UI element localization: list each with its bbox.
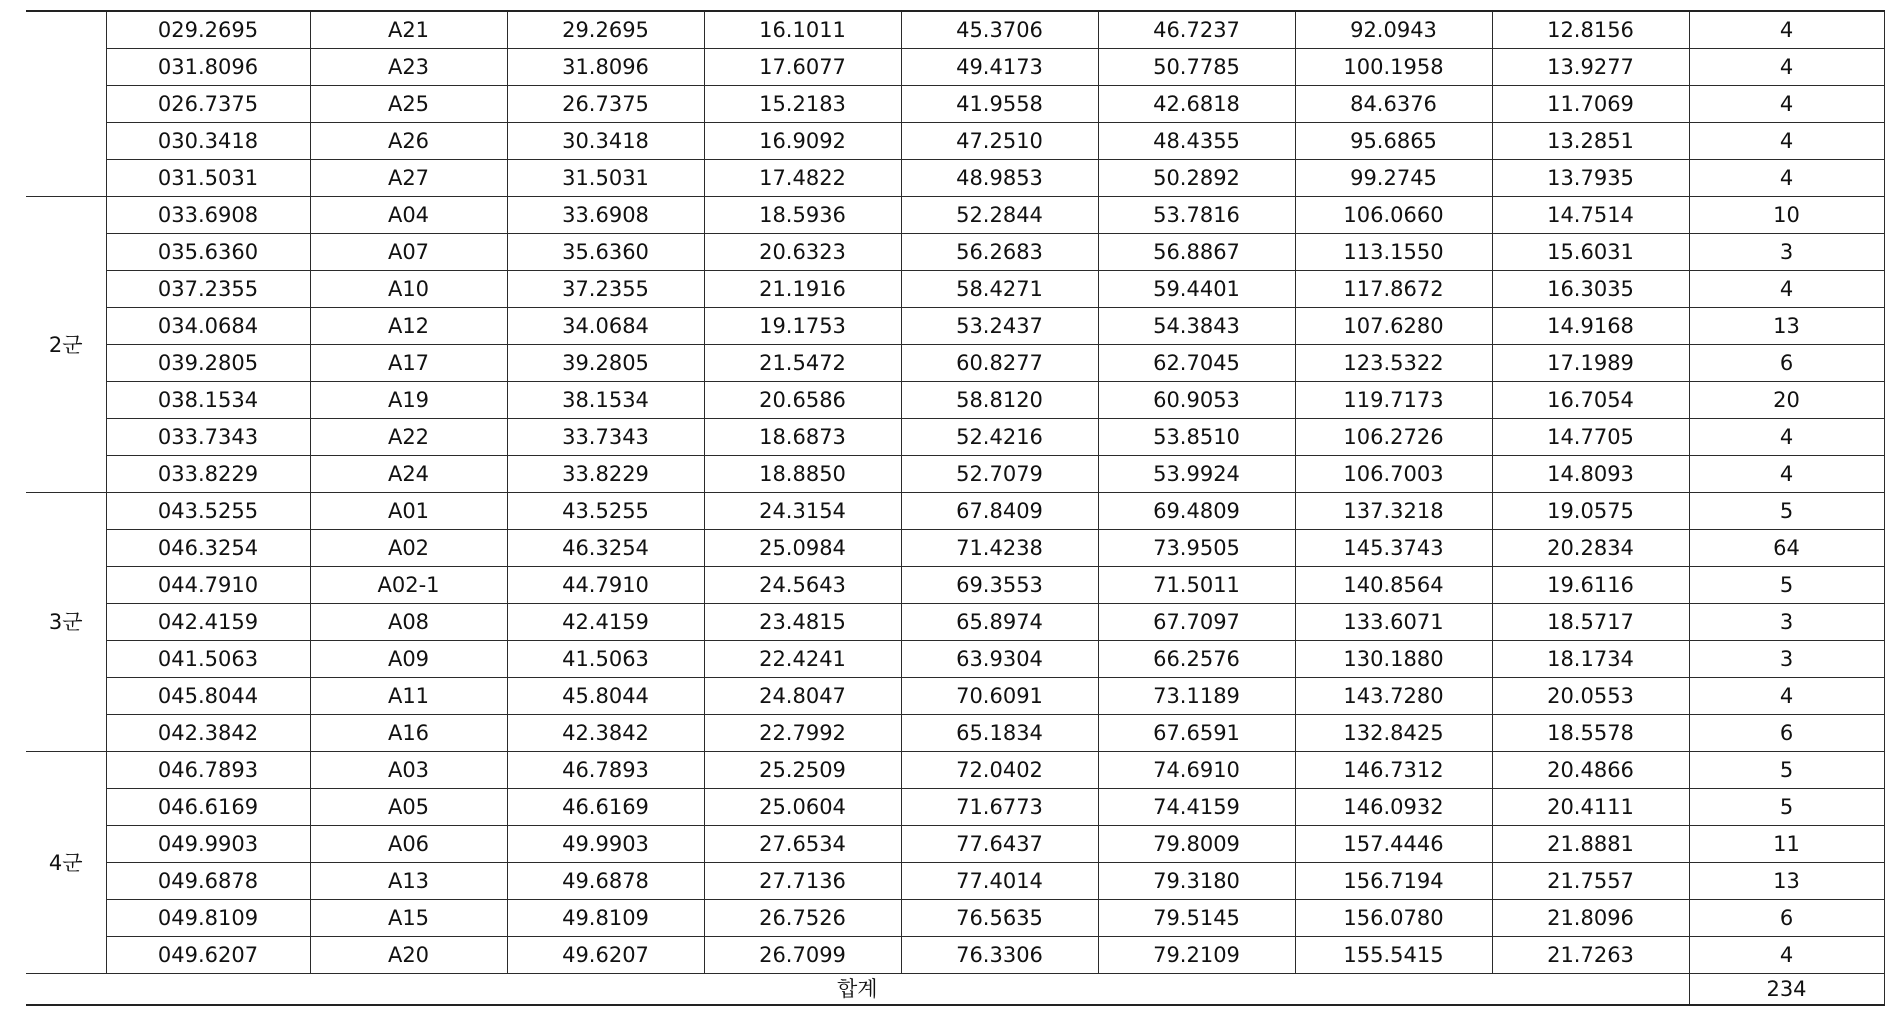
table-cell: 25.0984 [704, 530, 901, 567]
total-row [26, 974, 1884, 1006]
table-cell: 038.1534 [106, 382, 310, 419]
table-cell: 37.2355 [507, 271, 704, 308]
table-row [26, 678, 1884, 715]
table-cell: 65.8974 [901, 604, 1098, 641]
table-cell: 26.7375 [507, 86, 704, 123]
table-cell: 20.2834 [1492, 530, 1689, 567]
table-cell: 16.9092 [704, 123, 901, 160]
table-cell: 146.0932 [1295, 789, 1492, 826]
table-cell: 48.4355 [1098, 123, 1295, 160]
table-cell: 19.6116 [1492, 567, 1689, 604]
table-row [26, 715, 1884, 752]
table-cell: 25.2509 [704, 752, 901, 789]
table-cell: 60.9053 [1098, 382, 1295, 419]
table-cell: 44.7910 [507, 567, 704, 604]
table-cell: 22.7992 [704, 715, 901, 752]
table-cell: 046.7893 [106, 752, 310, 789]
table-cell: 53.8510 [1098, 419, 1295, 456]
table-cell: 18.8850 [704, 456, 901, 493]
table-row [26, 271, 1884, 308]
table-cell: 50.2892 [1098, 160, 1295, 197]
table-cell: 46.7893 [507, 752, 704, 789]
table-cell: 71.4238 [901, 530, 1098, 567]
total-value: 234 [1689, 974, 1884, 1006]
table-cell: 41.9558 [901, 86, 1098, 123]
table-cell: A09 [310, 641, 507, 678]
table-cell: 49.6878 [507, 863, 704, 900]
table-row [26, 234, 1884, 271]
table-row [26, 937, 1884, 974]
table-cell: 25.0604 [704, 789, 901, 826]
table-cell: 56.8867 [1098, 234, 1295, 271]
table-cell: 16.7054 [1492, 382, 1689, 419]
table-cell: 4 [1689, 937, 1884, 974]
table-cell: 67.8409 [901, 493, 1098, 530]
table-cell: A25 [310, 86, 507, 123]
table-cell: 4 [1689, 678, 1884, 715]
table-cell: 13.2851 [1492, 123, 1689, 160]
table-cell: 64 [1689, 530, 1884, 567]
table-cell: 19.1753 [704, 308, 901, 345]
table-cell: A13 [310, 863, 507, 900]
table-cell: 19.0575 [1492, 493, 1689, 530]
table-cell: 033.6908 [106, 197, 310, 234]
table-cell: 42.3842 [507, 715, 704, 752]
table-cell: A06 [310, 826, 507, 863]
table-cell: 20.4111 [1492, 789, 1689, 826]
table-cell: 27.6534 [704, 826, 901, 863]
table-cell: 59.4401 [1098, 271, 1295, 308]
table-cell: 79.5145 [1098, 900, 1295, 937]
table-cell: 74.6910 [1098, 752, 1295, 789]
table-cell: 100.1958 [1295, 49, 1492, 86]
table-row [26, 49, 1884, 86]
table-cell: 71.5011 [1098, 567, 1295, 604]
table-cell: 43.5255 [507, 493, 704, 530]
table-cell: 035.6360 [106, 234, 310, 271]
table-cell: 22.4241 [704, 641, 901, 678]
table-cell: 52.4216 [901, 419, 1098, 456]
table-cell: 044.7910 [106, 567, 310, 604]
table-cell: 123.5322 [1295, 345, 1492, 382]
table-cell: 47.2510 [901, 123, 1098, 160]
table-cell: A12 [310, 308, 507, 345]
table-cell: 53.2437 [901, 308, 1098, 345]
table-cell: 14.8093 [1492, 456, 1689, 493]
table-row [26, 604, 1884, 641]
table-cell: 5 [1689, 567, 1884, 604]
table-cell: 107.6280 [1295, 308, 1492, 345]
table-cell: 53.7816 [1098, 197, 1295, 234]
table-cell: 12.8156 [1492, 11, 1689, 49]
table-cell: 67.6591 [1098, 715, 1295, 752]
table-cell: 67.7097 [1098, 604, 1295, 641]
table-cell: 13.9277 [1492, 49, 1689, 86]
table-cell: 049.9903 [106, 826, 310, 863]
table-cell: 24.8047 [704, 678, 901, 715]
table-cell: 113.1550 [1295, 234, 1492, 271]
table-cell: 5 [1689, 789, 1884, 826]
table-cell: 18.5578 [1492, 715, 1689, 752]
table-cell: 106.0660 [1295, 197, 1492, 234]
group-label-cell [26, 11, 106, 197]
table-row [26, 641, 1884, 678]
table-row [26, 567, 1884, 604]
table-cell: 77.6437 [901, 826, 1098, 863]
table-cell: 74.4159 [1098, 789, 1295, 826]
group-label-cell: 3군 [26, 493, 106, 752]
table-cell: 157.4446 [1295, 826, 1492, 863]
table-cell: 31.8096 [507, 49, 704, 86]
table-cell: 49.8109 [507, 900, 704, 937]
table-cell: 039.2805 [106, 345, 310, 382]
table-cell: 84.6376 [1295, 86, 1492, 123]
table-cell: 45.3706 [901, 11, 1098, 49]
table-cell: 39.2805 [507, 345, 704, 382]
table-cell: A08 [310, 604, 507, 641]
table-cell: 26.7099 [704, 937, 901, 974]
table-cell: 54.3843 [1098, 308, 1295, 345]
table-cell: 14.7705 [1492, 419, 1689, 456]
table-cell: 18.1734 [1492, 641, 1689, 678]
total-label: 합계 [26, 974, 1689, 1006]
table-cell: A01 [310, 493, 507, 530]
table-row [26, 826, 1884, 863]
table-cell: 031.5031 [106, 160, 310, 197]
table-cell: 119.7173 [1295, 382, 1492, 419]
table-cell: 137.3218 [1295, 493, 1492, 530]
table-cell: 17.1989 [1492, 345, 1689, 382]
table-cell: 046.3254 [106, 530, 310, 567]
table-cell: 106.2726 [1295, 419, 1492, 456]
table-cell: 13 [1689, 863, 1884, 900]
table-cell: 58.8120 [901, 382, 1098, 419]
table-cell: 76.3306 [901, 937, 1098, 974]
table-cell: 16.1011 [704, 11, 901, 49]
table-cell: 69.4809 [1098, 493, 1295, 530]
table-cell: 33.7343 [507, 419, 704, 456]
table-row [26, 863, 1884, 900]
table-cell: 58.4271 [901, 271, 1098, 308]
data-table [26, 10, 1885, 1006]
table-row [26, 456, 1884, 493]
table-cell: 76.5635 [901, 900, 1098, 937]
table-cell: 24.5643 [704, 567, 901, 604]
table-row [26, 123, 1884, 160]
table-cell: 23.4815 [704, 604, 901, 641]
table-cell: 31.5031 [507, 160, 704, 197]
table-cell: 92.0943 [1295, 11, 1492, 49]
table-cell: 79.8009 [1098, 826, 1295, 863]
table-row [26, 382, 1884, 419]
table-cell: 79.3180 [1098, 863, 1295, 900]
table-cell: 49.6207 [507, 937, 704, 974]
table-cell: 3 [1689, 234, 1884, 271]
table-cell: 11.7069 [1492, 86, 1689, 123]
table-cell: 66.2576 [1098, 641, 1295, 678]
table-cell: 17.6077 [704, 49, 901, 86]
table-cell: 21.1916 [704, 271, 901, 308]
table-cell: 6 [1689, 900, 1884, 937]
table-cell: 79.2109 [1098, 937, 1295, 974]
table-cell: 145.3743 [1295, 530, 1492, 567]
table-cell: 4 [1689, 86, 1884, 123]
table-cell: 63.9304 [901, 641, 1098, 678]
table-cell: 41.5063 [507, 641, 704, 678]
table-cell: 17.4822 [704, 160, 901, 197]
table-cell: 52.7079 [901, 456, 1098, 493]
table-cell: 49.4173 [901, 49, 1098, 86]
table-cell: 4 [1689, 456, 1884, 493]
table-cell: 60.8277 [901, 345, 1098, 382]
table-cell: 20.0553 [1492, 678, 1689, 715]
table-cell: A05 [310, 789, 507, 826]
table-cell: 033.7343 [106, 419, 310, 456]
table-cell: 35.6360 [507, 234, 704, 271]
table-cell: 99.2745 [1295, 160, 1492, 197]
table-cell: A21 [310, 11, 507, 49]
table-cell: 3 [1689, 604, 1884, 641]
table-row [26, 197, 1884, 234]
table-cell: 33.8229 [507, 456, 704, 493]
table-cell: 21.8096 [1492, 900, 1689, 937]
table-cell: A15 [310, 900, 507, 937]
table-cell: A16 [310, 715, 507, 752]
table-cell: 4 [1689, 11, 1884, 49]
table-cell: 73.1189 [1098, 678, 1295, 715]
table-cell: 14.9168 [1492, 308, 1689, 345]
table-cell: 69.3553 [901, 567, 1098, 604]
table-cell: 046.6169 [106, 789, 310, 826]
table-cell: 70.6091 [901, 678, 1098, 715]
table-cell: 049.8109 [106, 900, 310, 937]
table-row [26, 308, 1884, 345]
table-cell: 132.8425 [1295, 715, 1492, 752]
table-cell: 20.4866 [1492, 752, 1689, 789]
table-cell: A24 [310, 456, 507, 493]
table-row [26, 345, 1884, 382]
table-cell: 049.6207 [106, 937, 310, 974]
table-cell: 46.7237 [1098, 11, 1295, 49]
table-cell: 38.1534 [507, 382, 704, 419]
table-cell: 16.3035 [1492, 271, 1689, 308]
table-cell: 4 [1689, 271, 1884, 308]
table-cell: 72.0402 [901, 752, 1098, 789]
table-cell: 50.7785 [1098, 49, 1295, 86]
table-row [26, 900, 1884, 937]
table-cell: 3 [1689, 641, 1884, 678]
table-cell: 45.8044 [507, 678, 704, 715]
table-cell: A20 [310, 937, 507, 974]
table-cell: 031.8096 [106, 49, 310, 86]
table-row [26, 789, 1884, 826]
table-cell: 037.2355 [106, 271, 310, 308]
table-cell: 33.6908 [507, 197, 704, 234]
table-cell: 030.3418 [106, 123, 310, 160]
table-cell: A17 [310, 345, 507, 382]
table-cell: 15.6031 [1492, 234, 1689, 271]
table-cell: 146.7312 [1295, 752, 1492, 789]
table-cell: 21.5472 [704, 345, 901, 382]
table-cell: 6 [1689, 345, 1884, 382]
table-cell: 156.0780 [1295, 900, 1492, 937]
table-cell: 117.8672 [1295, 271, 1492, 308]
table-cell: 48.9853 [901, 160, 1098, 197]
table-cell: 56.2683 [901, 234, 1098, 271]
table-cell: 65.1834 [901, 715, 1098, 752]
table-cell: 71.6773 [901, 789, 1098, 826]
table-cell: 52.2844 [901, 197, 1098, 234]
table-cell: 49.9903 [507, 826, 704, 863]
table-cell: 13 [1689, 308, 1884, 345]
table-cell: 140.8564 [1295, 567, 1492, 604]
table-cell: 34.0684 [507, 308, 704, 345]
table-cell: 46.3254 [507, 530, 704, 567]
table-row [26, 86, 1884, 123]
table-body [26, 11, 1884, 1005]
table-cell: 034.0684 [106, 308, 310, 345]
group-label-cell: 2군 [26, 197, 106, 493]
table-cell: 73.9505 [1098, 530, 1295, 567]
table-cell: 21.7263 [1492, 937, 1689, 974]
table-cell: 155.5415 [1295, 937, 1492, 974]
table-cell: 26.7526 [704, 900, 901, 937]
table-cell: 27.7136 [704, 863, 901, 900]
table-row [26, 530, 1884, 567]
table-cell: 033.8229 [106, 456, 310, 493]
table-cell: 53.9924 [1098, 456, 1295, 493]
table-cell: A02-1 [310, 567, 507, 604]
table-cell: 42.4159 [507, 604, 704, 641]
table-cell: 18.5717 [1492, 604, 1689, 641]
table-cell: A03 [310, 752, 507, 789]
table-cell: A22 [310, 419, 507, 456]
table-cell: A10 [310, 271, 507, 308]
table-cell: 133.6071 [1295, 604, 1492, 641]
table-cell: 4 [1689, 123, 1884, 160]
table-row [26, 493, 1884, 530]
table-cell: 18.5936 [704, 197, 901, 234]
table-cell: 14.7514 [1492, 197, 1689, 234]
table-cell: 20.6323 [704, 234, 901, 271]
table-cell: 15.2183 [704, 86, 901, 123]
table-cell: 13.7935 [1492, 160, 1689, 197]
table-cell: A02 [310, 530, 507, 567]
table-cell: A19 [310, 382, 507, 419]
table-cell: 20 [1689, 382, 1884, 419]
table-cell: 045.8044 [106, 678, 310, 715]
table-cell: 042.4159 [106, 604, 310, 641]
table-cell: 21.7557 [1492, 863, 1689, 900]
table-cell: 11 [1689, 826, 1884, 863]
table-cell: 041.5063 [106, 641, 310, 678]
table-cell: A23 [310, 49, 507, 86]
table-cell: 20.6586 [704, 382, 901, 419]
table-row [26, 11, 1884, 49]
table-cell: 29.2695 [507, 11, 704, 49]
table-cell: A07 [310, 234, 507, 271]
group-label-cell: 4군 [26, 752, 106, 974]
table-cell: 042.3842 [106, 715, 310, 752]
table-cell: 95.6865 [1295, 123, 1492, 160]
table-cell: 130.1880 [1295, 641, 1492, 678]
table-cell: 5 [1689, 493, 1884, 530]
table-cell: 143.7280 [1295, 678, 1492, 715]
table-cell: A04 [310, 197, 507, 234]
table-cell: 6 [1689, 715, 1884, 752]
table-cell: A11 [310, 678, 507, 715]
table-cell: 42.6818 [1098, 86, 1295, 123]
table-cell: 4 [1689, 419, 1884, 456]
table-cell: 30.3418 [507, 123, 704, 160]
table-cell: 043.5255 [106, 493, 310, 530]
table-cell: 24.3154 [704, 493, 901, 530]
table-cell: 049.6878 [106, 863, 310, 900]
table-cell: 10 [1689, 197, 1884, 234]
table-cell: A26 [310, 123, 507, 160]
table-cell: 4 [1689, 49, 1884, 86]
table-cell: 156.7194 [1295, 863, 1492, 900]
table-cell: 4 [1689, 160, 1884, 197]
table-cell: 46.6169 [507, 789, 704, 826]
table-cell: 026.7375 [106, 86, 310, 123]
table-cell: 106.7003 [1295, 456, 1492, 493]
table-cell: 62.7045 [1098, 345, 1295, 382]
table-row [26, 160, 1884, 197]
table-cell: 18.6873 [704, 419, 901, 456]
table-cell: A27 [310, 160, 507, 197]
table-row [26, 419, 1884, 456]
table-cell: 21.8881 [1492, 826, 1689, 863]
table-cell: 77.4014 [901, 863, 1098, 900]
table-cell: 5 [1689, 752, 1884, 789]
table-row [26, 752, 1884, 789]
table-cell: 029.2695 [106, 11, 310, 49]
